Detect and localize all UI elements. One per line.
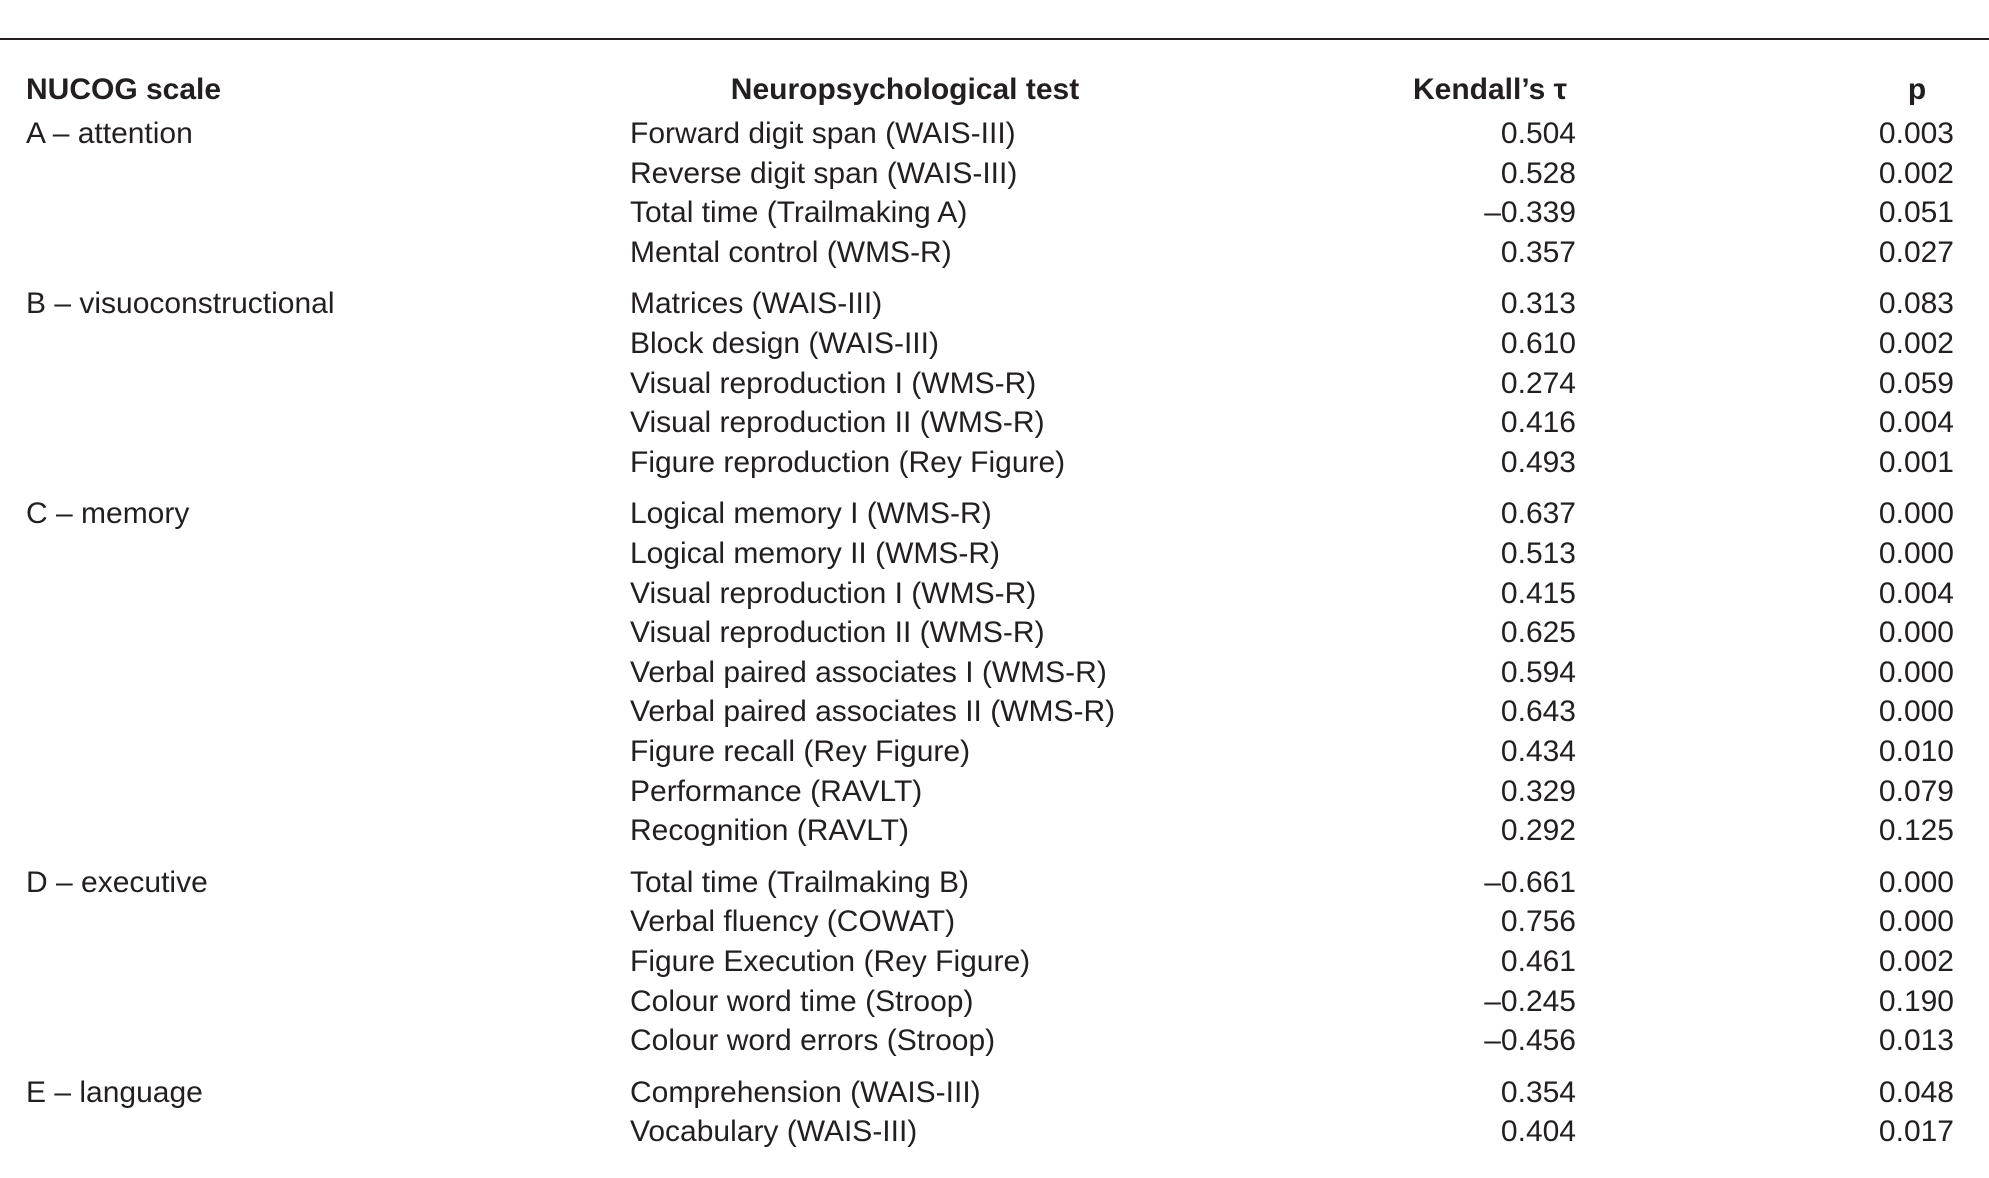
tau-cell: 0.461 [1500,945,1576,978]
tau-cell: 0.354 [1500,1075,1576,1109]
tau-cell: 0.513 [1500,537,1576,570]
p-cell: 0.002 [1878,327,1954,360]
test-cell: Visual reproduction II (WMS-R) [630,616,1045,650]
test-cell: Mental control (WMS-R) [630,235,952,269]
scale-label: C – memory [26,497,190,531]
scale-label: B – visuoconstructional [26,287,335,321]
p-cell: 0.010 [1878,735,1954,768]
tau-cell: –0.339 [1484,196,1576,230]
test-cell: Verbal fluency (COWAT) [630,905,956,939]
top-rule [0,38,1989,40]
tau-cell: 0.357 [1500,235,1576,269]
p-cell: 0.017 [1878,1115,1954,1149]
tau-cell: 0.274 [1500,366,1576,400]
scale-label: D – executive [26,865,208,899]
tau-cell: 0.404 [1500,1115,1576,1149]
test-cell: Forward digit span (WAIS-III) [630,117,1016,150]
p-cell: 0.013 [1878,1024,1954,1058]
tau-cell: 0.504 [1500,117,1576,150]
test-cell: Verbal paired associates I (WMS-R) [630,655,1107,689]
tau-cell: 0.415 [1500,576,1576,610]
tau-cell: 0.493 [1500,445,1576,479]
tau-cell: 0.292 [1500,814,1576,848]
tau-cell: –0.661 [1484,865,1576,899]
p-cell: 0.000 [1878,537,1954,570]
tau-cell: 0.610 [1500,327,1576,360]
p-cell: 0.125 [1878,814,1954,848]
test-cell: Figure recall (Rey Figure) [630,735,971,768]
test-cell: Reverse digit span (WAIS-III) [630,156,1018,190]
test-cell: Figure reproduction (Rey Figure) [630,445,1066,479]
p-cell: 0.000 [1878,865,1954,899]
test-cell: Recognition (RAVLT) [630,814,909,848]
p-cell: 0.001 [1878,445,1954,479]
test-cell: Vocabulary (WAIS-III) [630,1115,918,1149]
tau-cell: 0.416 [1500,406,1576,440]
test-cell: Logical memory I (WMS-R) [630,497,992,531]
tau-cell: –0.245 [1484,984,1576,1018]
p-cell: 0.002 [1878,945,1954,978]
scale-label: A – attention [26,117,193,150]
scale-label: E – language [26,1075,203,1109]
header-kendalls-tau: Kendall’s τ [1413,73,1567,106]
tau-cell: 0.643 [1500,695,1576,729]
p-cell: 0.079 [1878,774,1954,808]
test-cell: Block design (WAIS-III) [630,327,939,360]
p-cell: 0.000 [1878,695,1954,729]
tau-cell: 0.625 [1500,616,1576,650]
header-nucog-scale: NUCOG scale [26,73,222,106]
test-cell: Colour word time (Stroop) [630,984,974,1018]
p-cell: 0.048 [1878,1075,1954,1109]
tau-cell: 0.434 [1500,735,1576,768]
test-cell: Performance (RAVLT) [630,774,923,808]
p-cell: 0.000 [1878,905,1954,939]
p-cell: 0.004 [1878,576,1954,610]
header-p: p [1907,73,1927,106]
p-cell: 0.000 [1878,616,1954,650]
p-cell: 0.083 [1878,287,1954,321]
test-cell: Colour word errors (Stroop) [630,1024,996,1058]
test-cell: Visual reproduction II (WMS-R) [630,406,1045,440]
tau-cell: 0.313 [1500,287,1576,321]
p-cell: 0.004 [1878,406,1954,440]
test-cell: Total time (Trailmaking B) [630,865,969,899]
p-cell: 0.002 [1878,156,1954,190]
tau-cell: 0.594 [1500,655,1576,689]
p-cell: 0.051 [1878,196,1954,230]
p-cell: 0.027 [1878,235,1954,269]
tau-cell: 0.329 [1500,774,1576,808]
tau-cell: 0.637 [1500,497,1576,531]
header-neuropsychological-test: Neuropsychological test [730,73,1080,106]
test-cell: Logical memory II (WMS-R) [630,537,1001,570]
test-cell: Verbal paired associates II (WMS-R) [630,695,1116,729]
p-cell: 0.059 [1878,366,1954,400]
test-cell: Figure Execution (Rey Figure) [630,945,1031,978]
tau-cell: –0.456 [1484,1024,1576,1058]
test-cell: Comprehension (WAIS-III) [630,1075,981,1109]
test-cell: Total time (Trailmaking A) [630,196,968,230]
p-cell: 0.190 [1878,984,1954,1018]
p-cell: 0.000 [1878,655,1954,689]
test-cell: Visual reproduction I (WMS-R) [630,366,1037,400]
tau-cell: 0.528 [1500,156,1576,190]
test-cell: Matrices (WAIS-III) [630,287,883,321]
tau-cell: 0.756 [1500,905,1576,939]
p-cell: 0.000 [1878,497,1954,531]
p-cell: 0.003 [1878,117,1954,150]
test-cell: Visual reproduction I (WMS-R) [630,576,1037,610]
